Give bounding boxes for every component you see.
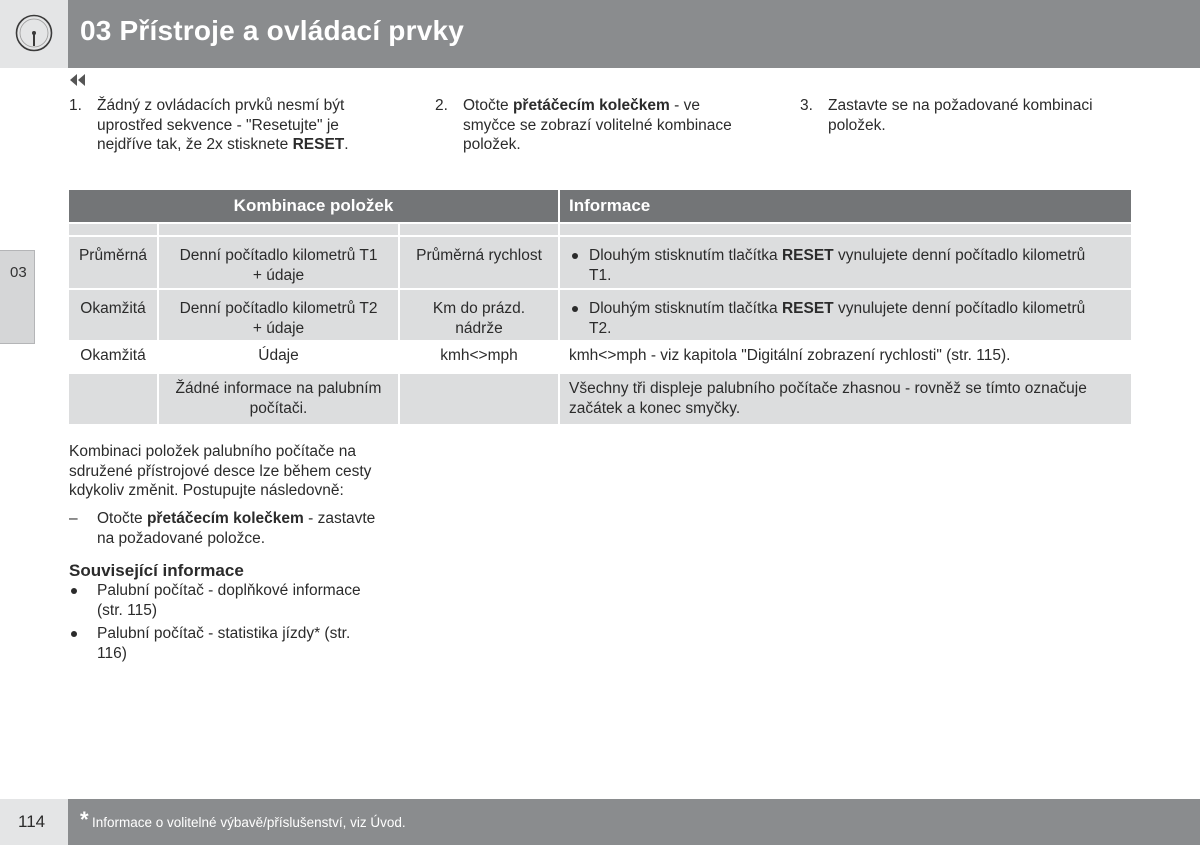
cell-text: + údaje — [252, 266, 305, 284]
table-cell-info — [560, 290, 1131, 340]
page-footer — [68, 799, 1200, 845]
step-text-line: nejdříve tak, že 2x stisknete — [97, 136, 293, 153]
paragraph-line: kdykoliv změnit. Postupujte následovně: — [69, 482, 344, 499]
step-text-line: Zastavte se na požadované kombinaci — [828, 97, 1093, 114]
step-text-line: uprostřed sekvence - "Resetujte" je — [97, 116, 339, 134]
table-cell — [69, 290, 157, 340]
bullet-icon — [71, 588, 77, 594]
thumbwheel-keyword: přetáčecím kolečkem — [512, 97, 670, 114]
table-cell-info — [560, 374, 1131, 424]
reset-keyword: RESET — [781, 247, 834, 264]
related-info-title: Související informace — [69, 561, 244, 580]
thumbwheel-keyword: přetáčecím kolečkem — [146, 510, 304, 527]
paragraph-line: sdružené přístrojové desce lze během cesty — [69, 462, 372, 480]
paragraph-line: Kombinaci položek palubního počítače na — [69, 443, 356, 460]
cell-text: T2. — [589, 319, 612, 337]
instruction-text: na požadované položce. — [97, 529, 266, 547]
cell-text: Všechny tři displeje palubního počítače zhasnou - rovněž se tímto označuje — [569, 380, 1087, 397]
table-cell — [400, 342, 558, 372]
related-link-text[interactable]: Palubní počítač - statistika jízdy* (str. — [97, 625, 351, 642]
gauge-icon — [15, 14, 53, 52]
cell-text: Průměrná rychlost — [416, 247, 542, 264]
cell-text: kmh<>mph — [440, 347, 518, 364]
cell-text: počítači. — [249, 399, 308, 417]
page-number: 114 — [18, 812, 46, 831]
page-header — [0, 0, 1200, 68]
related-link-text[interactable]: 116) — [97, 644, 127, 662]
continued-arrows-icon — [69, 74, 87, 86]
table-cell — [159, 290, 398, 340]
cell-text: Denní počítadlo kilometrů T1 — [179, 247, 378, 264]
page-number-box — [0, 799, 68, 845]
instruction-text: - zastavte — [303, 510, 376, 527]
table-subheader-cell — [400, 224, 558, 235]
chapter-icon-box — [0, 0, 68, 68]
cell-text: Žádné informace na palubním — [175, 380, 382, 397]
bullet-icon — [572, 253, 578, 259]
table-cell — [69, 374, 157, 424]
reset-keyword: RESET — [781, 300, 834, 317]
table-subheader-cell — [560, 224, 1131, 235]
intro-paragraph — [69, 442, 409, 501]
table-header-combinations — [69, 190, 558, 222]
step-number: 3. — [800, 97, 813, 114]
cell-text: vynulujete denní počítadlo kilometrů — [833, 300, 1086, 317]
cell-text: Okamžitá — [80, 300, 146, 317]
table-cell — [400, 290, 558, 340]
bullet-icon — [572, 306, 578, 312]
step-text-line: položek. — [463, 136, 521, 153]
dash-marker: – — [69, 510, 78, 527]
cell-text: + údaje — [252, 319, 305, 337]
table-cell-info — [560, 237, 1131, 288]
cell-text: Denní počítadlo kilometrů T2 — [179, 300, 378, 317]
reset-keyword: RESET — [292, 136, 345, 153]
step-text: Otočte — [463, 97, 513, 114]
step-text-line: položek. — [828, 116, 886, 134]
cell-text: Údaje — [258, 347, 299, 364]
table-cell — [159, 374, 398, 424]
cell-text: Okamžitá — [80, 347, 146, 364]
bullet-icon — [71, 631, 77, 637]
cell-text: Průměrná — [78, 247, 148, 264]
footer-note: Informace o volitelné výbavě/příslušenství, viz Úvod. — [92, 815, 406, 830]
step-text-line: Žádný z ovládacích prvků nesmí být — [97, 97, 345, 114]
table-header-label: Informace — [569, 196, 651, 215]
table-cell — [159, 237, 398, 288]
step-text-punct: . — [344, 136, 349, 153]
cell-text: nádrže — [455, 319, 503, 337]
table-subheader-cell — [159, 224, 398, 235]
table-header-label: Kombinace položek — [233, 196, 394, 215]
step-number: 2. — [435, 97, 448, 114]
cell-text: Dlouhým stisknutím tlačítka — [589, 247, 782, 264]
table-cell-info — [560, 342, 1131, 372]
table-cell — [400, 237, 558, 288]
cell-text: T1. — [589, 266, 612, 284]
cell-text: vynulujete denní počítadlo kilometrů — [833, 247, 1086, 264]
step-number: 1. — [69, 97, 82, 114]
table-subheader-cell — [69, 224, 157, 235]
step-text: - ve — [669, 97, 700, 114]
cell-text: Dlouhým stisknutím tlačítka — [589, 300, 782, 317]
cell-text: kmh<>mph - viz kapitola "Digitální zobrazení rychlosti" (str. 115). — [569, 347, 1011, 364]
table-cell — [400, 374, 558, 424]
cell-text: začátek a konec smyčky. — [569, 399, 741, 417]
table-cell — [69, 342, 157, 372]
asterisk-icon: * — [80, 807, 89, 832]
list-item — [560, 246, 1131, 285]
table-header-info — [560, 190, 1131, 222]
list-item — [560, 299, 1131, 338]
related-link-text[interactable]: Palubní počítač - doplňkové informace — [97, 582, 361, 599]
related-link-text[interactable]: (str. 115) — [97, 601, 158, 619]
page-title: 03 Přístroje a ovládací prvky — [80, 15, 465, 46]
chapter-side-tab — [0, 250, 35, 344]
table-cell — [69, 237, 157, 288]
instruction-text: Otočte — [97, 510, 147, 527]
step-text-line: smyčce se zobrazí volitelné kombinace — [463, 116, 732, 134]
chapter-number: 03 — [10, 264, 27, 281]
table-cell — [159, 342, 398, 372]
cell-text: Km do prázd. — [432, 300, 526, 317]
